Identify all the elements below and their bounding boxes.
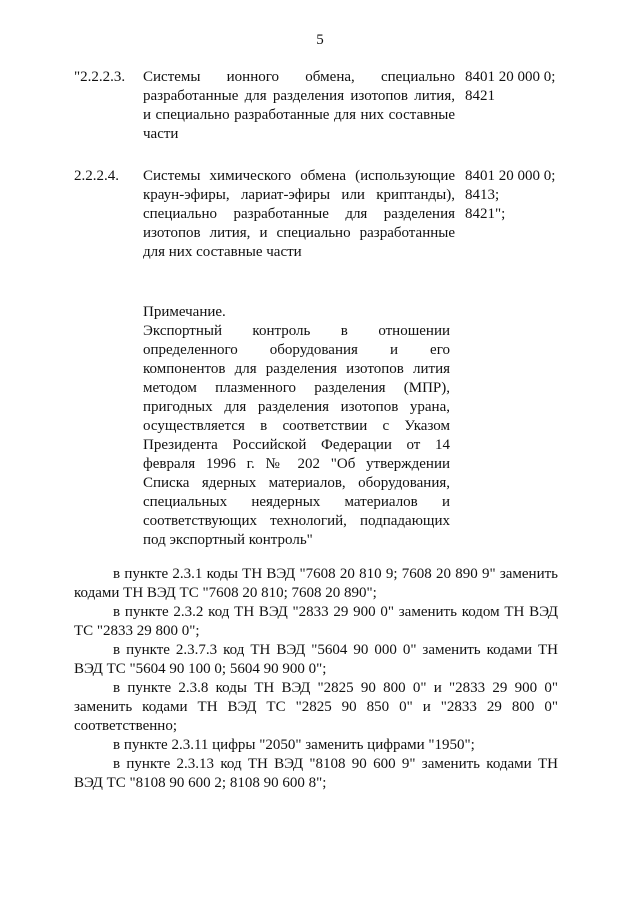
amendment-paragraph: в пункте 2.3.8 коды ТН ВЭД "2825 90 800 0" и "2833 29 900 0" заменить кодами ТН ВЭД ТС "2825 90 850 0" и "2833 29 800 0" соответственно;: [74, 680, 558, 734]
item-description-text: Системы химического обмена (использующие краун-эфиры, лариат-эфиры или криптанды), специально разработанные для разделения изотопов лития, и специально разработанные для них составные части: [143, 168, 455, 260]
item-codes: 8401 20 000 0; 8413; 8421";: [465, 168, 556, 222]
amendment-paragraph: в пункте 2.3.2 код ТН ВЭД "2833 29 900 0" заменить кодом ТН ВЭД ТС "2833 29 800 0";: [74, 604, 558, 639]
item-number: 2.2.2.4.: [74, 168, 119, 184]
note-block: [143, 303, 450, 550]
amendments-list: [74, 565, 558, 793]
page-number: 5: [316, 32, 324, 48]
item-codes: 8401 20 000 0; 8421: [465, 69, 556, 104]
amendment-paragraph: в пункте 2.3.1 коды ТН ВЭД "7608 20 810 9; 7608 20 890 9" заменить кодами ТН ВЭД ТС "7608 20 810; 7608 20 890";: [74, 566, 558, 601]
item-description: [143, 68, 455, 144]
amendment-paragraph: в пункте 2.3.7.3 код ТН ВЭД "5604 90 000 0" заменить кодами ТН ВЭД ТС "5604 90 100 0; 5604 90 900 0";: [74, 642, 558, 677]
item-number: "2.2.2.3.: [74, 69, 126, 85]
note-title: Примечание.: [143, 304, 226, 320]
item-description-text: Системы ионного обмена, специально разработанные для разделения изотопов лития, и специально разработанные для них составные части: [143, 69, 455, 142]
amendment-paragraph: в пункте 2.3.13 код ТН ВЭД "8108 90 600 9" заменить кодами ТН ВЭД ТС "8108 90 600 2; 8108 90 600 8";: [74, 756, 558, 791]
item-description: [143, 167, 455, 262]
amendment-paragraph: в пункте 2.3.11 цифры "2050" заменить цифрами "1950";: [113, 737, 475, 753]
note-body: Экспортный контроль в отношении определенного оборудования и его компонентов для разделения изотопов лития методом плазменного разделения (МПР), пригодных для разделения изотопов урана, осуществляется в соответствии с Указом Президента Российской Федерации от 14 февраля 1996 г. № 202 "Об утверждении Списка ядерных материалов, оборудования, специальных неядерных материалов и соответствующих технологий, подпадающих под экспортный контроль": [143, 323, 450, 548]
